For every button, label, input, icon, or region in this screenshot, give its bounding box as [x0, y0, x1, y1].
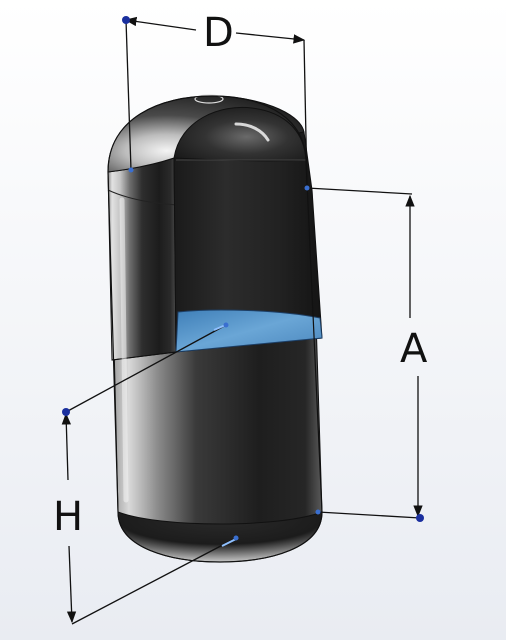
anchor-point-a-cyl	[316, 510, 321, 515]
dimension-label-a: A	[400, 326, 428, 372]
dimension-label-h: H	[53, 494, 84, 540]
anchor-point-dome	[129, 168, 134, 173]
anchor-point-a-bottom	[416, 514, 424, 522]
anchor-point-a-top	[305, 186, 310, 191]
dimension-label-d: D	[203, 10, 234, 56]
anchor-point-liquid	[224, 323, 229, 328]
anchor-point-d-left	[122, 16, 130, 24]
anchor-point-bottom	[234, 536, 239, 541]
anchor-point-h-top	[62, 408, 70, 416]
upper-shell	[108, 158, 176, 360]
